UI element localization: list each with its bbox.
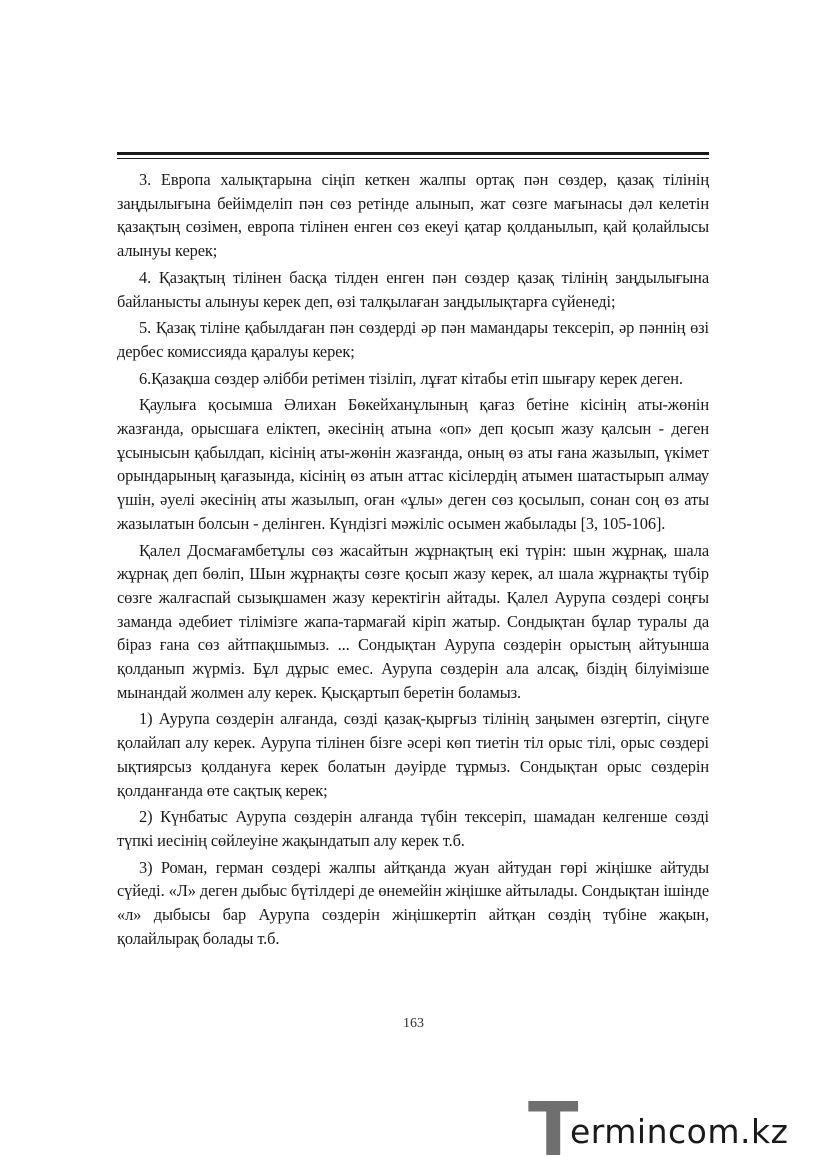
header-rule-thin — [117, 158, 709, 159]
text-body — [117, 168, 709, 951]
paragraph: 3. Европа халықтарына сіңіп кеткен жалпы ортақ пән сөздер, қазақ тілінің заңдылығына бейімделіп пән сөз ретінде алынып, жат сөзге мағынасы дәл келетін қазақтың сөзімен, европа тілінен енген сөз екеуі қатар қолданылып, қай қолайлысы алынуы керек; — [117, 170, 709, 261]
watermark-big-letter: T — [528, 1087, 579, 1173]
paragraph: 6.Қазақша сөздер әлібби ретімен тізіліп, лұғат кітабы етіп шығару керек деген. — [139, 368, 683, 388]
watermark-text: ermincom.kz — [570, 1112, 789, 1151]
termincom-watermark-logo — [528, 1087, 818, 1173]
paragraph: 2) Күнбатыс Аурупа сөздерін алғанда түбін тексеріп, шамадан келгенше сөзді түпкі иесінің сөйлеуіне жақындатып алу керек т.б. — [117, 807, 709, 850]
paragraph: Қалел Досмағамбетұлы сөз жасайтын жұрнақтың екі түрін: шын жұрнақ, шала жұрнақ деп бөліп, Шын жұрнақты сөзге қосып жазу керек, ал шала жұрнақты түбір сөзге жалғаспай сызықшамен жазу керектігін айтады. Қалел Аурупа сөздері соңғы заманда әдебиет тілімізге жапа-тармағай кіріп жатыр. Сондықтан бұлар туралы да біраз ғана сөз айтпақшымыз. ... Сондықтан Аурупа сөздерін орыстың айтуынша қолданып жүрміз. Бұл дұрыс емес. Аурупа сөздерін ала алсақ, біздің білуімізше мынандай жолмен алу керек. Қысқартып беретін боламыз. — [117, 540, 709, 702]
header-rule-thick — [117, 152, 709, 155]
paragraph: 5. Қазақ тіліне қабылдаған пән сөздерді әр пән мамандары тексеріп, әр пәннің өзі дербес комиссияда қаралуы керек; — [117, 318, 709, 361]
paragraph: 4. Қазақтың тілінен басқа тілден енген пән сөздер қазақ тілінің заңдылығына байланысты алынуы керек деп, өзі талқылаған заңдылықтарға сүйенеді; — [117, 267, 709, 311]
paragraph: 3) Роман, герман сөздері жалпы айтқанда жуан айтудан гөрі жіңішке айтуды сүйеді. «Л» деген дыбыс бүтілдері де өнемейін жіңішке айтылады. Сондықтан ішінде «л» дыбысы бар Аурупа сөздерін жіңішкертіп айтқан сөздің түбіне жақын, қолайлырақ болады т.б. — [117, 857, 709, 948]
page-number: 163 — [403, 1016, 424, 1031]
paragraph: 1) Аурупа сөздерін алғанда, сөзді қазақ-қырғыз тілінің заңымен өзгертіп, сіңуге қолайлап алу керек. Аурупа тілінен бізге әсері көп тиетін тіл орыс тілі, орыс сөздері ықтиярсыз қолдануға керек болатын дәуірде тұрмыз. Сондықтан орыс сөздерін қолданғанда өте сақтық керек; — [117, 709, 709, 800]
paragraph: Қаулыға қосымша Әлихан Бөкейханұлының қағаз бетіне кісінің аты-жөнін жазғанда, орысшаға еліктеп, әкесінің атына «оп» деп қосып жазу қалсын - деген ұсынысын қабылдап, кісінің аты-жөнін жазғанда, оның өз аты ғана жазылып, үкімет орындарының қағазында, кісінің өз атын аттас кісілердің атымен шатастырып алмау үшін, әуелі әкесінің аты жазылып, оған «ұлы» деген сөз қосылып, сонан соң өз аты жазылатын болсын - делінген. Күндізгі мәжіліс осымен жабылады [3, 105-106]. — [117, 395, 709, 533]
